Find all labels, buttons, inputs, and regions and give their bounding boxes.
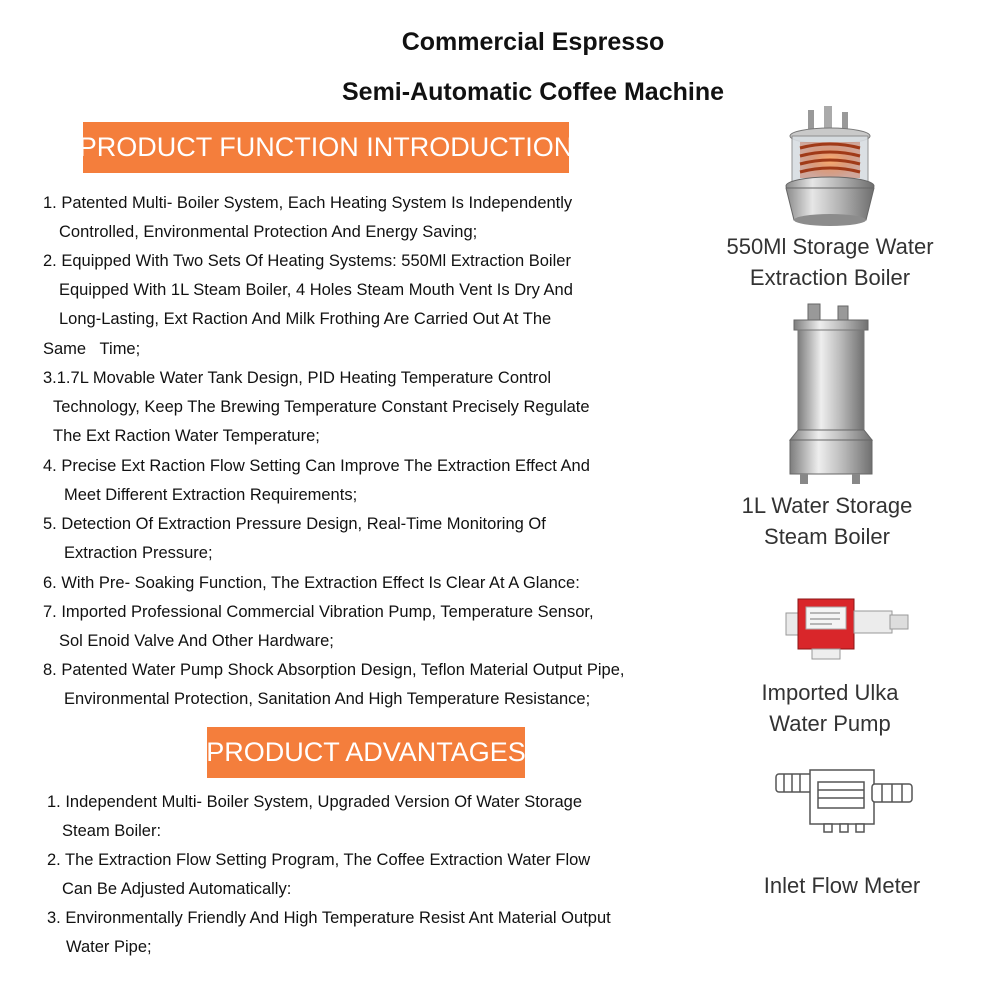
component-1-line-1: 550Ml Storage Water [726, 234, 934, 259]
advantages-section-banner: PRODUCT ADVANTAGES [207, 727, 525, 778]
function-item-6 [43, 569, 580, 598]
function-item-2-line-4: Same Time; [43, 339, 141, 358]
flow-meter-icon [770, 760, 920, 834]
function-item-3-line-2: Technology, Keep The Brewing Temperature Constant Precisely Regulate [53, 398, 590, 417]
advantage-item-2 [47, 846, 590, 904]
function-item-6-line-1: 6. With Pre- Soaking Function, The Extraction Effect Is Clear At A Glance: [43, 574, 580, 592]
function-item-8-line-2: Environmental Protection, Sanitation And High Temperature Resistance; [64, 690, 591, 709]
function-item-2-line-3: Long-Lasting, Ext Raction And Milk Frothing Are Carried Out At The [59, 310, 552, 329]
function-item-3-line-1: 3.1.7L Movable Water Tank Design, PID Heating Temperature Control [43, 369, 552, 387]
steam-boiler-icon [786, 300, 876, 488]
component-caption-2 [697, 490, 957, 552]
extraction-boiler-icon [770, 104, 890, 230]
function-item-1 [43, 189, 572, 247]
component-4-line-1: Inlet Flow Meter [763, 873, 921, 898]
function-item-4-line-1: 4. Precise Ext Raction Flow Setting Can Improve The Extraction Effect And [43, 457, 590, 475]
advantage-item-3-line-2: Water Pipe; [66, 938, 152, 957]
function-item-5 [43, 510, 546, 568]
function-item-3 [43, 364, 590, 452]
water-pump-icon [782, 583, 912, 665]
function-item-7-line-1: 7. Imported Professional Commercial Vibration Pump, Temperature Sensor, [43, 603, 594, 621]
function-section-banner: PRODUCT FUNCTION INTRODUCTION [83, 122, 569, 173]
function-item-5-line-2: Extraction Pressure; [64, 544, 213, 563]
component-caption-3 [700, 677, 960, 739]
function-item-8-line-1: 8. Patented Water Pump Shock Absorption Design, Teflon Material Output Pipe, [43, 661, 625, 679]
function-item-7-line-2: Sol Enoid Valve And Other Hardware; [59, 632, 334, 651]
function-item-1-line-1: 1. Patented Multi- Boiler System, Each Heating System Is Independently [43, 194, 573, 212]
function-item-2 [43, 247, 573, 364]
component-2-line-1: 1L Water Storage [741, 493, 913, 518]
function-item-5-line-1: 5. Detection Of Extraction Pressure Design, Real-Time Monitoring Of [43, 515, 546, 533]
component-3-line-2: Water Pump [769, 711, 891, 736]
page-title-line1: Commercial Espresso [401, 28, 665, 56]
advantage-item-2-line-1: 2. The Extraction Flow Setting Program, The Coffee Extraction Water Flow [47, 851, 591, 869]
advantage-item-2-line-2: Can Be Adjusted Automatically: [62, 880, 292, 899]
function-item-4-line-2: Meet Different Extraction Requirements; [64, 486, 358, 505]
component-caption-4 [712, 870, 972, 901]
function-item-4 [43, 452, 590, 510]
advantage-item-1-line-1: 1. Independent Multi- Boiler System, Upgraded Version Of Water Storage [47, 793, 582, 811]
component-caption-1 [700, 231, 960, 293]
function-item-1-line-2: Controlled, Environmental Protection And Energy Saving; [59, 223, 478, 242]
advantage-item-1-line-2: Steam Boiler: [62, 822, 162, 841]
page-title-line2: Semi-Automatic Coffee Machine [341, 78, 724, 106]
function-item-3-line-3: The Ext Raction Water Temperature; [53, 427, 320, 446]
function-item-7 [43, 598, 594, 656]
component-2-line-2: Steam Boiler [764, 524, 890, 549]
advantage-item-1 [47, 788, 582, 846]
function-item-2-line-2: Equipped With 1L Steam Boiler, 4 Holes Steam Mouth Vent Is Dry And [59, 281, 573, 300]
function-item-2-line-1: 2. Equipped With Two Sets Of Heating Systems: 550Ml Extraction Boiler [43, 252, 571, 270]
function-item-8 [43, 656, 625, 714]
component-3-line-1: Imported Ulka [761, 680, 899, 705]
advantage-item-3 [47, 904, 611, 962]
advantage-item-3-line-1: 3. Environmentally Friendly And High Temperature Resist Ant Material Output [47, 909, 611, 927]
component-1-line-2: Extraction Boiler [749, 265, 911, 290]
